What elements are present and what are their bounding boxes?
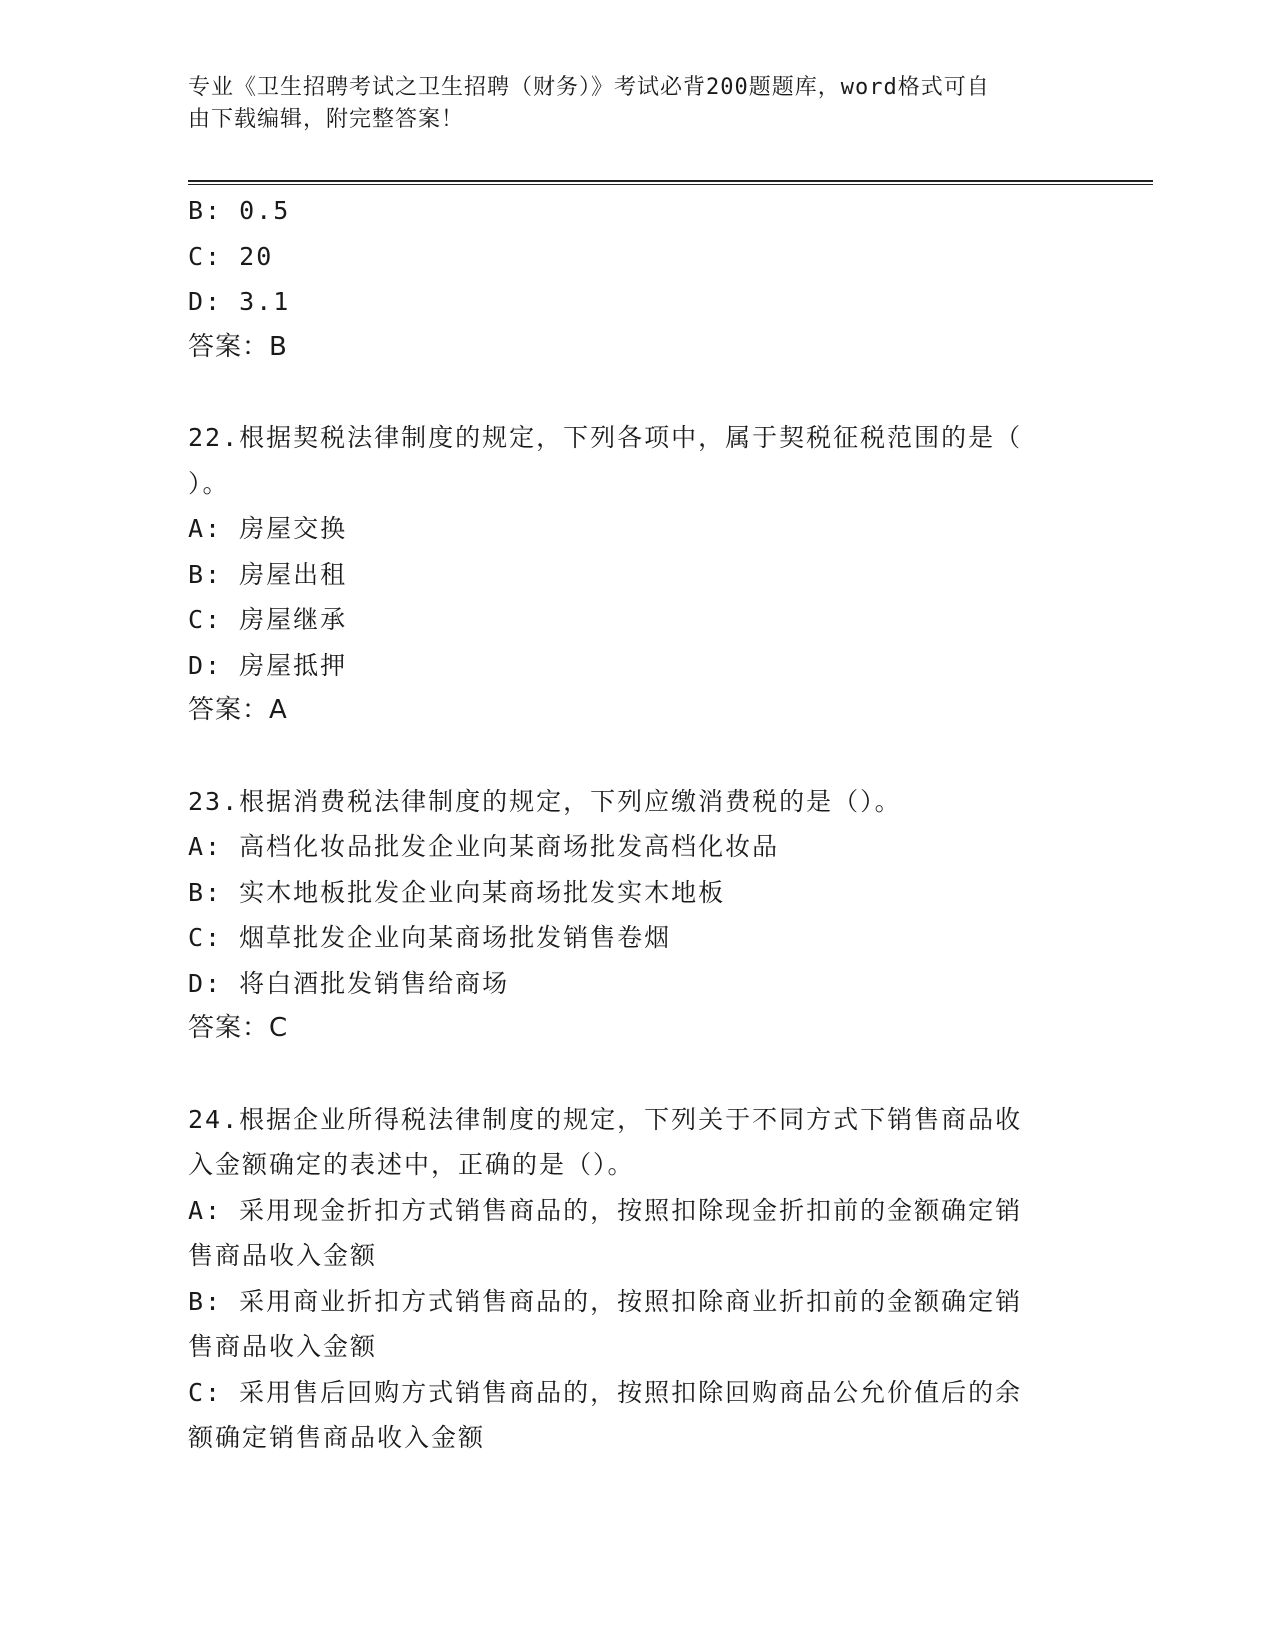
question-24 xyxy=(188,1097,1068,1461)
option-b: B: 0.5 xyxy=(188,196,291,225)
question-stem-line: 24.根据企业所得税法律制度的规定，下列关于不同方式下销售商品收 xyxy=(188,1104,1023,1134)
question-stem-line: 入金额确定的表述中，正确的是（）。 xyxy=(188,1150,635,1179)
option-c: C: 烟草批发企业向某商场批发销售卷烟 xyxy=(188,923,672,952)
option-b-continued: 售商品收入金额 xyxy=(188,1332,378,1361)
answer-line: 答案：B xyxy=(188,331,288,362)
option-b: B: 实木地板批发企业向某商场批发实木地板 xyxy=(188,877,726,907)
question-gap xyxy=(188,734,1068,779)
option-b: B: 房屋出租 xyxy=(188,559,348,589)
header-line-1: 专业《卫生招聘考试之卫生招聘（财务）》考试必背200题题库，word格式可自 xyxy=(188,75,990,100)
header-divider-thin xyxy=(188,184,1153,185)
header-divider-thick xyxy=(188,180,1153,182)
option-a: A: 房屋交换 xyxy=(188,514,348,543)
header-line-2: 由下载编辑，附完整答案！ xyxy=(188,107,465,132)
question-content xyxy=(188,188,1068,1461)
option-d: D: 将白酒批发销售给商场 xyxy=(188,968,510,998)
question-21-tail xyxy=(188,188,1068,370)
option-a-continued: 售商品收入金额 xyxy=(188,1241,378,1270)
answer-line: 答案：C xyxy=(188,1013,289,1043)
option-a: A: 高档化妆品批发企业向某商场批发高档化妆品 xyxy=(188,832,780,861)
option-c: C: 采用售后回购方式销售商品的，按照扣除回购商品公允价值后的余 xyxy=(188,1377,1023,1407)
answer-line: 答案：A xyxy=(188,695,288,725)
option-c-continued: 额确定销售商品收入金额 xyxy=(188,1423,486,1452)
option-c: C: 房屋继承 xyxy=(188,605,348,634)
question-22 xyxy=(188,415,1068,734)
option-a: A: 采用现金折扣方式销售商品的，按照扣除现金折扣前的金额确定销 xyxy=(188,1195,1023,1225)
document-header xyxy=(188,72,1068,136)
option-d: D: 房屋抵押 xyxy=(188,650,348,680)
question-23 xyxy=(188,779,1068,1052)
question-gap xyxy=(188,1052,1068,1097)
question-stem-line: ）。 xyxy=(188,468,230,498)
option-b: B: 采用商业折扣方式销售商品的，按照扣除商业折扣前的金额确定销 xyxy=(188,1286,1023,1316)
option-d: D: 3.1 xyxy=(188,287,291,316)
question-stem-line: 23.根据消费税法律制度的规定，下列应缴消费税的是（）。 xyxy=(188,786,902,816)
option-c: C: 20 xyxy=(188,241,274,271)
question-gap xyxy=(188,370,1068,415)
question-stem-line: 22.根据契税法律制度的规定，下列各项中，属于契税征税范围的是（ xyxy=(188,423,1023,452)
